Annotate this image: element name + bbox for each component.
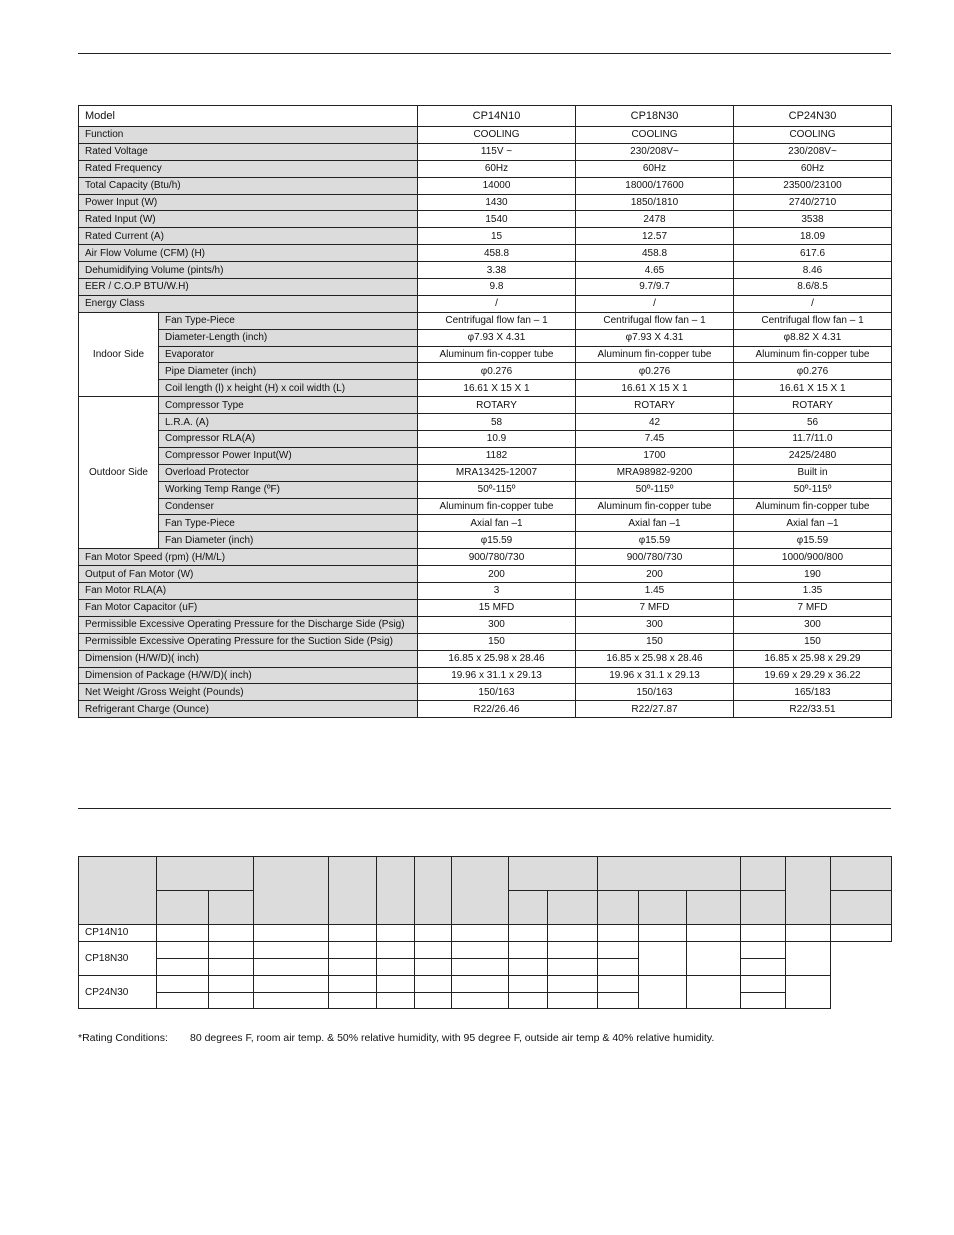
spec-value-cell: ROTARY: [418, 397, 576, 414]
rating-header-cell: [741, 891, 786, 925]
spec-value-cell: Centrifugal flow fan – 1: [734, 312, 892, 329]
spec-label-cell: Permissible Excessive Operating Pressure for the Discharge Side (Psig): [79, 616, 418, 633]
spec-value-cell: 2425/2480: [734, 447, 892, 464]
spec-row: [79, 262, 892, 279]
spec-label-cell: Compressor Power Input(W): [159, 447, 418, 464]
rating-header-cell: [598, 857, 741, 891]
spec-value-cell: 617.6: [734, 245, 892, 262]
spec-value-cell: 458.8: [418, 245, 576, 262]
spec-value-cell: 15: [418, 228, 576, 245]
spec-value-cell: Aluminum fin-copper tube: [418, 346, 576, 363]
spec-row: [79, 481, 892, 498]
spec-value-cell: Built in: [734, 464, 892, 481]
spec-value-cell: 115V ~: [418, 143, 576, 160]
spec-row: [79, 701, 892, 718]
spec-row: [79, 447, 892, 464]
spec-value-cell: 1430: [418, 194, 576, 211]
spec-value-cell: Aluminum fin-copper tube: [734, 346, 892, 363]
spec-value-cell: 150: [734, 633, 892, 650]
spec-value-cell: 230/208V~: [734, 143, 892, 160]
spec-value-cell: MRA13425-12007: [418, 464, 576, 481]
rating-table: [78, 856, 892, 1009]
spec-value-cell: φ15.59: [418, 532, 576, 549]
spec-value-cell: MRA98982-9200: [576, 464, 734, 481]
spec-value-cell: φ15.59: [734, 532, 892, 549]
spec-value-cell: 200: [418, 566, 576, 583]
spec-label-cell: Permissible Excessive Operating Pressure for the Suction Side (Psig): [79, 633, 418, 650]
spec-value-cell: 458.8: [576, 245, 734, 262]
spec-label-cell: Pipe Diameter (inch): [159, 363, 418, 380]
middle-divider: [78, 808, 891, 809]
spec-row: [79, 431, 892, 448]
spec-label-cell: Power Input (W): [79, 194, 418, 211]
rating-header-cell: [452, 857, 509, 925]
spec-value-cell: ROTARY: [576, 397, 734, 414]
spec-value-cell: φ8.82 X 4.31: [734, 329, 892, 346]
spec-value-cell: COOLING: [576, 127, 734, 144]
rating-header-cell: [509, 891, 548, 925]
spec-value-cell: 60Hz: [576, 160, 734, 177]
spec-value-cell: φ0.276: [576, 363, 734, 380]
spec-label-cell: Rated Frequency: [79, 160, 418, 177]
spec-value-cell: 9.7/9.7: [576, 279, 734, 296]
spec-group-cell: Outdoor Side: [79, 397, 159, 549]
rating-header-cell: [831, 857, 892, 891]
rating-conditions-text: 80 degrees F, room air temp. & 50% relative humidity, with 95 degree F, outside air temp & 40% relative humidity.: [190, 1032, 715, 1044]
spec-value-cell: 16.61 X 15 X 1: [734, 380, 892, 397]
spec-value-cell: 3538: [734, 211, 892, 228]
spec-value-cell: 150/163: [418, 684, 576, 701]
spec-row: [79, 498, 892, 515]
spec-value-cell: 200: [576, 566, 734, 583]
rating-header-cell: [157, 857, 254, 891]
spec-label-cell: Energy Class: [79, 295, 418, 312]
rating-header-cell: [831, 891, 892, 925]
spec-row: [79, 279, 892, 296]
spec-value-cell: 1850/1810: [576, 194, 734, 211]
spec-row: [79, 599, 892, 616]
rating-header-cell: [509, 857, 598, 891]
model-name-cell: CP18N30: [576, 106, 734, 127]
spec-value-cell: 16.61 X 15 X 1: [418, 380, 576, 397]
spec-value-cell: 60Hz: [418, 160, 576, 177]
spec-value-cell: 2478: [576, 211, 734, 228]
spec-row: [79, 127, 892, 144]
rating-row-cp24n30-sub: [79, 992, 892, 1009]
spec-value-cell: φ0.276: [418, 363, 576, 380]
spec-label-cell: Compressor RLA(A): [159, 431, 418, 448]
spec-value-cell: 1.35: [734, 583, 892, 600]
spec-label-cell: Rated Voltage: [79, 143, 418, 160]
spec-value-cell: 150/163: [576, 684, 734, 701]
spec-value-cell: φ15.59: [576, 532, 734, 549]
rating-header-cell: [254, 857, 329, 925]
spec-value-cell: 19.69 x 29.29 x 36.22: [734, 667, 892, 684]
spec-value-cell: 1.45: [576, 583, 734, 600]
spec-label-cell: Condenser: [159, 498, 418, 515]
rating-header-cell: [157, 891, 209, 925]
spec-value-cell: 190: [734, 566, 892, 583]
spec-value-cell: 12.57: [576, 228, 734, 245]
spec-value-cell: 900/780/730: [418, 549, 576, 566]
spec-label-cell: Overload Protector: [159, 464, 418, 481]
spec-value-cell: COOLING: [734, 127, 892, 144]
spec-value-cell: 1540: [418, 211, 576, 228]
spec-label-cell: Fan Diameter (inch): [159, 532, 418, 549]
spec-value-cell: 8.6/8.5: [734, 279, 892, 296]
spec-row: [79, 143, 892, 160]
spec-label-cell: Function: [79, 127, 418, 144]
spec-value-cell: Centrifugal flow fan – 1: [418, 312, 576, 329]
spec-row: [79, 312, 892, 329]
rating-header-cell: [548, 891, 598, 925]
rating-header-cell: [377, 857, 415, 925]
rating-header-row-1: [79, 857, 892, 891]
spec-label-cell: Dimension (H/W/D)( inch): [79, 650, 418, 667]
spec-row: [79, 295, 892, 312]
spec-value-cell: 16.85 x 25.98 x 28.46: [418, 650, 576, 667]
rating-header-cell: [329, 857, 377, 925]
spec-label-cell: Coil length (l) x height (H) x coil width (L): [159, 380, 418, 397]
spec-value-cell: ROTARY: [734, 397, 892, 414]
spec-row: [79, 211, 892, 228]
spec-value-cell: 300: [576, 616, 734, 633]
spec-row: [79, 177, 892, 194]
spec-value-cell: 19.96 x 31.1 x 29.13: [576, 667, 734, 684]
spec-label-cell: EER / C.O.P BTU/W.H): [79, 279, 418, 296]
model-label-cell: Model: [79, 106, 418, 127]
spec-value-cell: 18000/17600: [576, 177, 734, 194]
spec-label-cell: Total Capacity (Btu/h): [79, 177, 418, 194]
spec-value-cell: Axial fan –1: [734, 515, 892, 532]
spec-value-cell: 50º-115º: [576, 481, 734, 498]
spec-value-cell: 8.46: [734, 262, 892, 279]
rating-conditions-note: [78, 1032, 714, 1044]
spec-label-cell: Fan Motor RLA(A): [79, 583, 418, 600]
spec-label-cell: Diameter-Length (inch): [159, 329, 418, 346]
spec-label-cell: Fan Type-Piece: [159, 312, 418, 329]
spec-value-cell: 11.7/11.0: [734, 431, 892, 448]
spec-row: [79, 549, 892, 566]
spec-value-cell: 14000: [418, 177, 576, 194]
spec-value-cell: 300: [418, 616, 576, 633]
specification-table: [78, 105, 892, 718]
spec-value-cell: φ7.93 X 4.31: [418, 329, 576, 346]
rating-header-cell: [786, 857, 831, 925]
spec-row: [79, 346, 892, 363]
rating-model-cell: CP24N30: [79, 975, 157, 1009]
spec-value-cell: 1700: [576, 447, 734, 464]
spec-row: [79, 650, 892, 667]
spec-row: [79, 583, 892, 600]
spec-value-cell: 10.9: [418, 431, 576, 448]
spec-row: [79, 363, 892, 380]
spec-label-cell: Evaporator: [159, 346, 418, 363]
spec-label-cell: Fan Motor Capacitor (uF): [79, 599, 418, 616]
top-divider: [78, 53, 891, 54]
spec-value-cell: 150: [576, 633, 734, 650]
spec-row: [79, 414, 892, 431]
spec-value-cell: 60Hz: [734, 160, 892, 177]
spec-label-cell: Rated Input (W): [79, 211, 418, 228]
spec-row: [79, 228, 892, 245]
spec-value-cell: 58: [418, 414, 576, 431]
spec-value-cell: 42: [576, 414, 734, 431]
rating-model-cell: CP18N30: [79, 941, 157, 975]
rating-row-cp14n10: [79, 925, 892, 942]
spec-value-cell: Aluminum fin-copper tube: [576, 498, 734, 515]
rating-row-cp18n30-sub: [79, 958, 892, 975]
spec-value-cell: 7 MFD: [576, 599, 734, 616]
spec-label-cell: Output of Fan Motor (W): [79, 566, 418, 583]
spec-value-cell: 7.45: [576, 431, 734, 448]
spec-value-cell: φ7.93 X 4.31: [576, 329, 734, 346]
spec-value-cell: 165/183: [734, 684, 892, 701]
rating-row-cp18n30: [79, 941, 892, 958]
rating-conditions-label: *Rating Conditions:: [78, 1032, 168, 1044]
rating-header-cell: [415, 857, 452, 925]
spec-value-cell: /: [734, 295, 892, 312]
spec-group-cell: Indoor Side: [79, 312, 159, 396]
spec-row: [79, 397, 892, 414]
model-name-cell: CP24N30: [734, 106, 892, 127]
rating-header-cell: [209, 891, 254, 925]
model-name-cell: CP14N10: [418, 106, 576, 127]
rating-header-cell: [598, 891, 639, 925]
spec-row: [79, 532, 892, 549]
spec-value-cell: Axial fan –1: [576, 515, 734, 532]
spec-label-cell: Working Temp Range (ºF): [159, 481, 418, 498]
spec-value-cell: 3.38: [418, 262, 576, 279]
spec-label-cell: Air Flow Volume (CFM) (H): [79, 245, 418, 262]
spec-value-cell: 7 MFD: [734, 599, 892, 616]
spec-label-cell: Rated Current (A): [79, 228, 418, 245]
spec-row: [79, 515, 892, 532]
spec-value-cell: R22/33.51: [734, 701, 892, 718]
spec-value-cell: Centrifugal flow fan – 1: [576, 312, 734, 329]
rating-header-cell: [79, 857, 157, 925]
spec-row: [79, 194, 892, 211]
spec-value-cell: 1182: [418, 447, 576, 464]
spec-value-cell: 50º-115º: [734, 481, 892, 498]
spec-row: [79, 245, 892, 262]
rating-header-cell: [687, 891, 741, 925]
spec-value-cell: COOLING: [418, 127, 576, 144]
spec-value-cell: 15 MFD: [418, 599, 576, 616]
spec-value-cell: 3: [418, 583, 576, 600]
spec-value-cell: 230/208V~: [576, 143, 734, 160]
spec-value-cell: 1000/900/800: [734, 549, 892, 566]
spec-value-cell: /: [576, 295, 734, 312]
spec-row: [79, 633, 892, 650]
spec-label-cell: Refrigerant Charge (Ounce): [79, 701, 418, 718]
spec-row: [79, 616, 892, 633]
spec-row: [79, 684, 892, 701]
spec-value-cell: /: [418, 295, 576, 312]
spec-row: [79, 160, 892, 177]
spec-value-cell: 150: [418, 633, 576, 650]
rating-row-cp24n30: [79, 975, 892, 992]
spec-row: [79, 329, 892, 346]
spec-value-cell: 2740/2710: [734, 194, 892, 211]
spec-value-cell: 16.85 x 25.98 x 29.29: [734, 650, 892, 667]
spec-value-cell: R22/26.46: [418, 701, 576, 718]
spec-label-cell: Fan Type-Piece: [159, 515, 418, 532]
spec-label-cell: L.R.A. (A): [159, 414, 418, 431]
spec-row: [79, 380, 892, 397]
spec-value-cell: R22/27.87: [576, 701, 734, 718]
spec-row: [79, 464, 892, 481]
spec-row: [79, 566, 892, 583]
spec-value-cell: 18.09: [734, 228, 892, 245]
spec-row: [79, 667, 892, 684]
rating-header-cell: [639, 891, 687, 925]
spec-value-cell: 900/780/730: [576, 549, 734, 566]
spec-value-cell: φ0.276: [734, 363, 892, 380]
spec-value-cell: 300: [734, 616, 892, 633]
spec-value-cell: Aluminum fin-copper tube: [418, 498, 576, 515]
spec-value-cell: 19.96 x 31.1 x 29.13: [418, 667, 576, 684]
spec-label-cell: Compressor Type: [159, 397, 418, 414]
spec-value-cell: Axial fan –1: [418, 515, 576, 532]
spec-value-cell: Aluminum fin-copper tube: [576, 346, 734, 363]
spec-label-cell: Dehumidifying Volume (pints/h): [79, 262, 418, 279]
model-header-row: [79, 106, 892, 127]
rating-header-cell: [741, 857, 786, 891]
spec-value-cell: 16.61 X 15 X 1: [576, 380, 734, 397]
spec-value-cell: 9.8: [418, 279, 576, 296]
spec-label-cell: Net Weight /Gross Weight (Pounds): [79, 684, 418, 701]
spec-value-cell: 23500/23100: [734, 177, 892, 194]
spec-value-cell: 56: [734, 414, 892, 431]
spec-label-cell: Fan Motor Speed (rpm) (H/M/L): [79, 549, 418, 566]
spec-value-cell: 16.85 x 25.98 x 28.46: [576, 650, 734, 667]
rating-model-cell: CP14N10: [79, 925, 157, 942]
spec-label-cell: Dimension of Package (H/W/D)( inch): [79, 667, 418, 684]
spec-value-cell: 4.65: [576, 262, 734, 279]
spec-value-cell: Aluminum fin-copper tube: [734, 498, 892, 515]
spec-value-cell: 50º-115º: [418, 481, 576, 498]
